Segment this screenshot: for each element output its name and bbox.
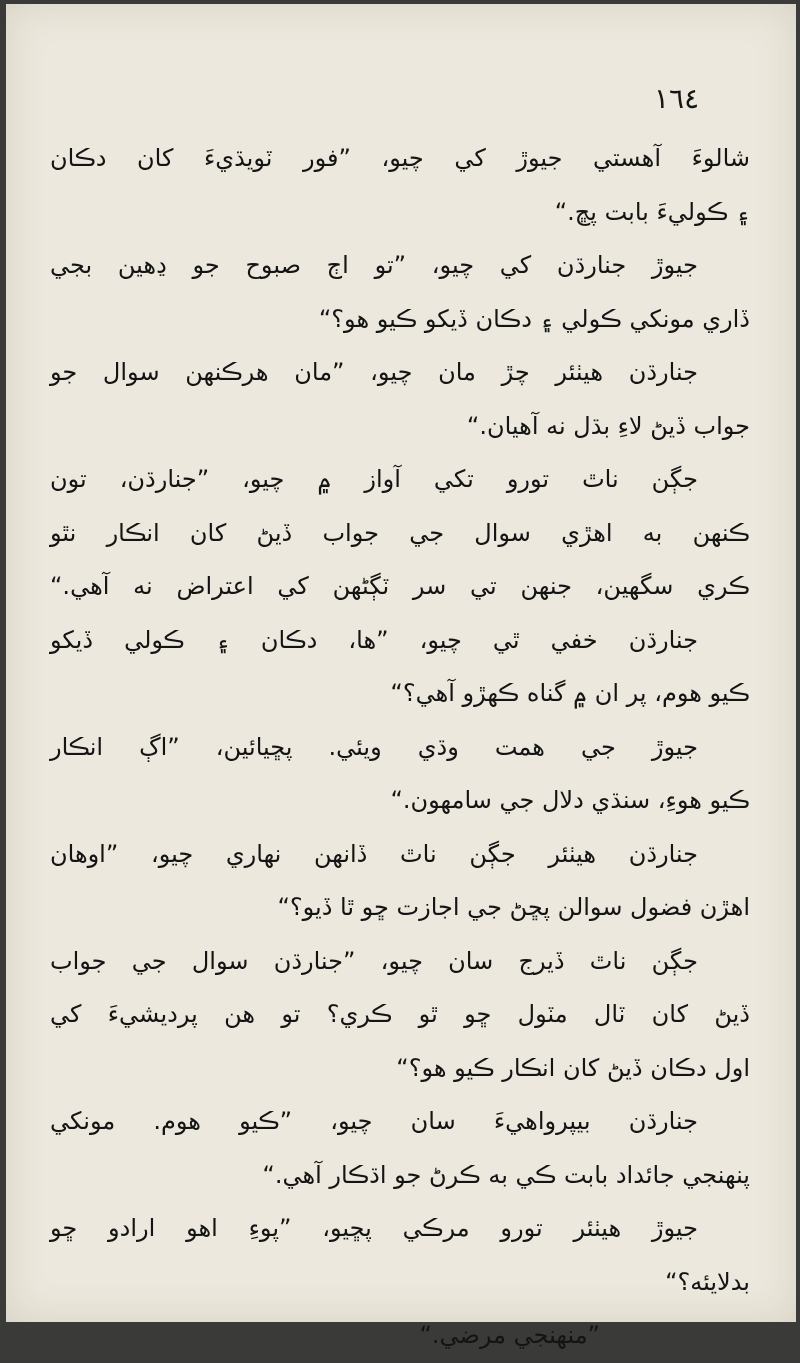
page-text [50, 132, 750, 1363]
text-line: جيوڙ جنارڌن کي چيو، ”تو اڄ صبوح جو ڍهين بجي [50, 251, 698, 279]
text-line: ڪيو هوءِ، سنڌي دلال جي سامهون.“ [390, 786, 750, 814]
text-line: جڳن ناٿ ڏيرج سان چيو، ”جنارڌن سوال جي جواب [50, 946, 698, 975]
text-line: جنارڌن خفي ٿي چيو، ”ها، دڪان ۽ ڪولي ڏيکو [50, 625, 698, 654]
text-line: جيوڙ جي همت وڌي ويئي. پڇيائين، ”اڳ انڪار [50, 732, 698, 761]
text-line: ”منهنجي مرضي.“ [419, 1321, 600, 1349]
text-line: ڏيڻ کان ٽال مٽول ڇو ٿو ڪري؟ تو هن پرديشيءَ کي [50, 1000, 750, 1028]
text-line: جواب ڏيڻ لاءِ بڌل نه آهيان.“ [466, 411, 750, 440]
text-line: ڪيو هوم، پر ان ۾ گناه ڪهڙو آهي؟“ [390, 679, 750, 707]
text-line: جنارڌن هيٺئر چڙ مان چيو، ”مان هرڪنهن سوال جو [50, 358, 698, 386]
text-line: جنارڌن هيٺئر جڳن ناٿ ڏانهن نهاري چيو، ”اوهان [50, 839, 698, 868]
text-line: جيوڙ هيٺئر تورو مرڪي پڇيو، ”پوءِ اهو ارادو ڇو [50, 1214, 698, 1242]
text-line: ڪري سگهين، جنهن تي سر ٽڳڻهن کي اعتراض نه آهي.“ [50, 572, 750, 600]
text-line: ۽ ڪوليءَ بابت پڇ.“ [554, 197, 750, 226]
text-line: شالوءَ آهستي جيوڙ کي چيو، ”فور ٽويڌيءَ کان دڪان [50, 144, 750, 172]
text-line: جنارڌن بيپرواهيءَ سان چيو، ”ڪيو هوم. مونکي [50, 1107, 698, 1135]
text-line: اهڙن فضول سوالن پڇڻ جي اجازت ڇو ٿا ڏيو؟“ [277, 893, 750, 921]
text-line: اول دڪان ڏيڻ کان انڪار ڪيو هو؟“ [396, 1053, 750, 1082]
text-line: ڏاري مونکي ڪولي ۽ دڪان ڏيکو ڪيو هو؟“ [318, 304, 750, 333]
page-number: ١٦٤ [654, 82, 700, 115]
text-line: ڪنهن به اهڙي سوال جي جواب ڏيڻ کان انڪار نٿو [50, 518, 750, 547]
text-line: جڳن ناٿ تورو تکي آواز ۾ چيو، ”جنارڌن، تون [50, 465, 698, 493]
text-line: پنهنجي جائداد بابت ڪي به ڪرڻ جو اڌڪار آهي.“ [262, 1160, 750, 1189]
text-line: بدلايئه؟“ [665, 1267, 750, 1296]
book-page [6, 4, 796, 1349]
